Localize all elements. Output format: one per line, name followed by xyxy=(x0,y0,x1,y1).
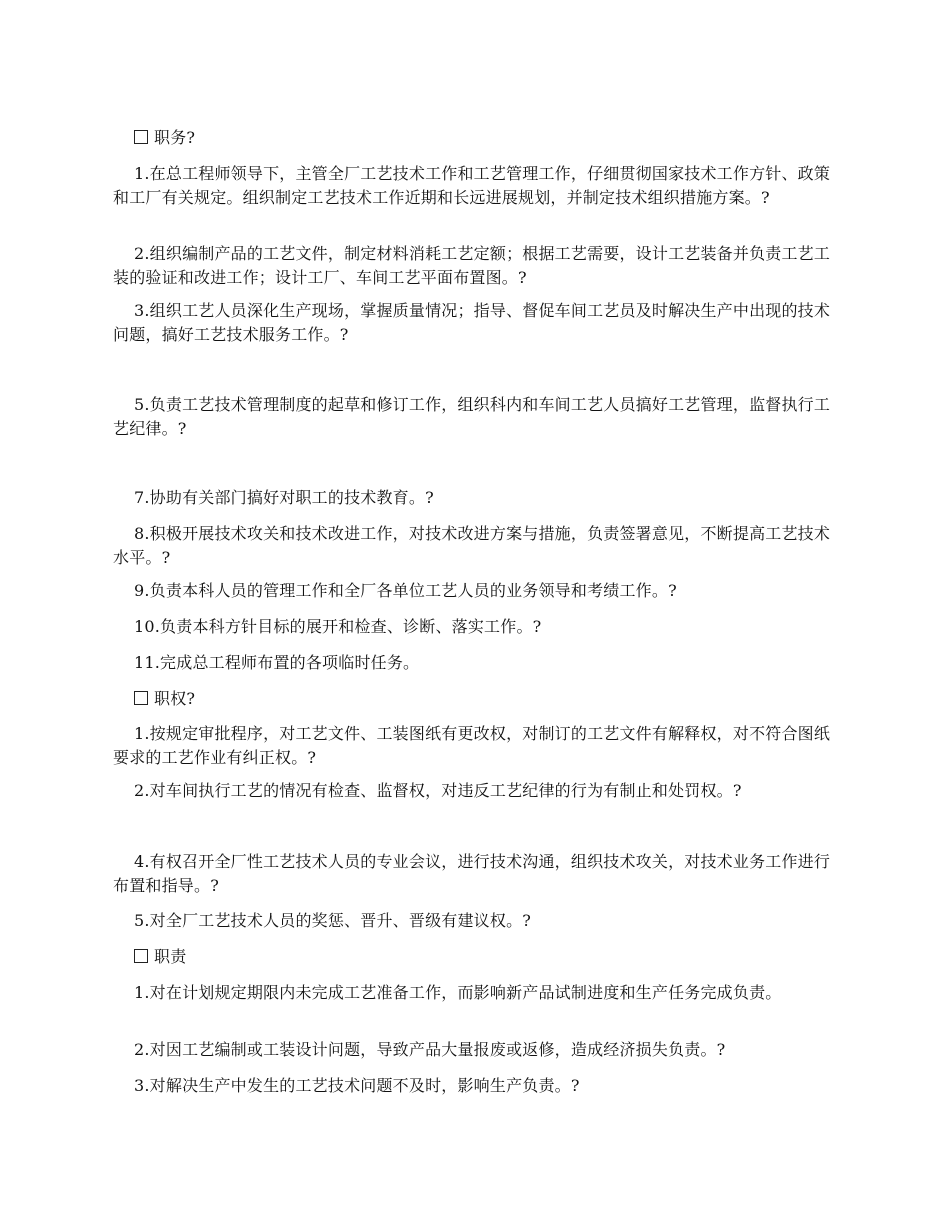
section-heading-duties xyxy=(113,126,835,150)
paragraph: 5.负责工艺技术管理制度的起草和修订工作，组织科内和车间工艺人员搞好工艺管理，监督执行工艺纪律。? xyxy=(113,395,831,438)
paragraph: 2.对车间执行工艺的情况有检查、监督权，对违反工艺纪律的行为有制止和处罚权。? xyxy=(134,781,742,800)
paragraph: 8.积极开展技术攻关和技术改进工作，对技术改进方案与措施，负责签署意见，不断提高工艺技术水平。? xyxy=(113,524,831,567)
checkbox-icon xyxy=(134,949,148,963)
paragraph: 1.在总工程师领导下，主管全厂工艺技术工作和工艺管理工作，仔细贯彻国家技术工作方针、政策和工厂有关规定。组织制定工艺技术工作近期和长远进展规划，并制定技术组织措施方案。? xyxy=(113,164,831,207)
paragraph: 9.负责本科人员的管理工作和全厂各单位工艺人员的业务领导和考绩工作。? xyxy=(134,581,677,600)
section-heading-authority xyxy=(113,687,835,711)
paragraph: 1.对在计划规定期限内未完成工艺准备工作，而影响新产品试制进度和生产任务完成负责。 xyxy=(134,983,782,1002)
section-heading-responsibility xyxy=(113,945,835,969)
checkbox-icon xyxy=(134,691,148,705)
paragraph: 4.有权召开全厂性工艺技术人员的专业会议，进行技术沟通，组织技术攻关，对技术业务工作进行布置和指导。? xyxy=(113,852,831,895)
heading-text: 职权? xyxy=(154,689,196,708)
paragraph: 11.完成总工程师布置的各项临时任务。 xyxy=(134,653,420,672)
heading-text: 职责 xyxy=(154,947,187,966)
checkbox-icon xyxy=(134,130,148,144)
paragraph: 1.按规定审批程序，对工艺文件、工装图纸有更改权，对制订的工艺文件有解释权，对不符合图纸要求的工艺作业有纠正权。? xyxy=(113,724,831,767)
paragraph: 3.对解决生产中发生的工艺技术问题不及时，影响生产负责。? xyxy=(134,1076,580,1095)
paragraph: 10.负责本科方针目标的展开和检查、诊断、落实工作。? xyxy=(134,617,542,636)
paragraph: 7.协助有关部门搞好对职工的技术教育。? xyxy=(134,488,434,507)
paragraph: 2.组织编制产品的工艺文件，制定材料消耗工艺定额；根据工艺需要，设计工艺装备并负责工艺工装的验证和改进工作；设计工厂、车间工艺平面布置图。? xyxy=(113,244,831,287)
paragraph: 2.对因工艺编制或工装设计问题，导致产品大量报废或返修，造成经济损失负责。? xyxy=(134,1040,726,1059)
paragraph: 5.对全厂工艺技术人员的奖惩、晋升、晋级有建议权。? xyxy=(134,911,532,930)
heading-text: 职务? xyxy=(154,128,196,147)
paragraph: 3.组织工艺人员深化生产现场，掌握质量情况；指导、督促车间工艺员及时解决生产中出现的技术问题，搞好工艺技术服务工作。? xyxy=(113,301,831,344)
